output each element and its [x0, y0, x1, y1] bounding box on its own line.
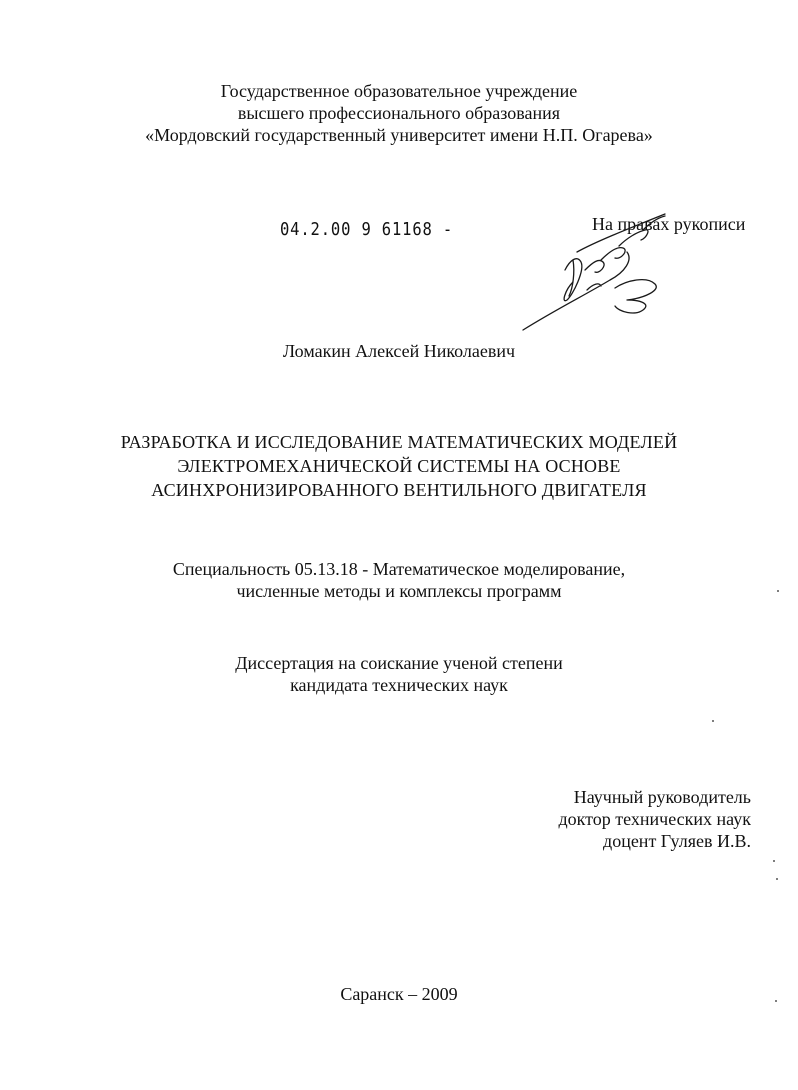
specialty-line-2: численные методы и комплексы программ [236, 581, 562, 601]
dissertation-title [0, 430, 798, 502]
specialty-line-1: Специальность 05.13.18 - Математическое моделирование, [172, 559, 626, 579]
author-name: Ломакин Алексей Николаевич [282, 341, 516, 361]
registration-stamp-code: 04.2.00 9 61168 - [280, 219, 454, 240]
scan-speck [775, 1000, 777, 1002]
title-line-1: РАЗРАБОТКА И ИССЛЕДОВАНИЕ МАТЕМАТИЧЕСКИХ МОДЕЛЕЙ [120, 432, 678, 452]
scan-speck [773, 860, 775, 862]
signature-icon [515, 200, 675, 340]
title-line-3: АСИНХРОНИЗИРОВАННОГО ВЕНТИЛЬНОГО ДВИГАТЕЛЯ [151, 480, 647, 500]
supervisor-line-2: доктор технических наук [558, 809, 751, 829]
scan-speck [777, 590, 779, 592]
institution-line-2: высшего профессионального образования [237, 103, 561, 123]
scan-speck [712, 720, 714, 722]
specialty-block [0, 558, 798, 602]
institution-header [0, 80, 798, 146]
scan-speck [776, 878, 778, 880]
supervisor-block [500, 786, 751, 852]
degree-line-1: Диссертация на соискание ученой степени [235, 653, 563, 673]
institution-line-1: Государственное образовательное учреждение [220, 81, 578, 101]
supervisor-line-1: Научный руководитель [573, 787, 751, 807]
city-year: Саранск – 2009 [340, 984, 458, 1004]
title-line-2: ЭЛЕКТРОМЕХАНИЧЕСКОЙ СИСТЕМЫ НА ОСНОВЕ [177, 456, 621, 476]
degree-line-2: кандидата технических наук [290, 675, 508, 695]
degree-block [0, 652, 798, 696]
supervisor-line-3: доцент Гуляев И.В. [603, 831, 751, 851]
institution-line-3: «Мордовский государственный университет имени Н.П. Огарева» [145, 125, 653, 145]
manuscript-rights-label: На правах рукописи [592, 214, 746, 234]
